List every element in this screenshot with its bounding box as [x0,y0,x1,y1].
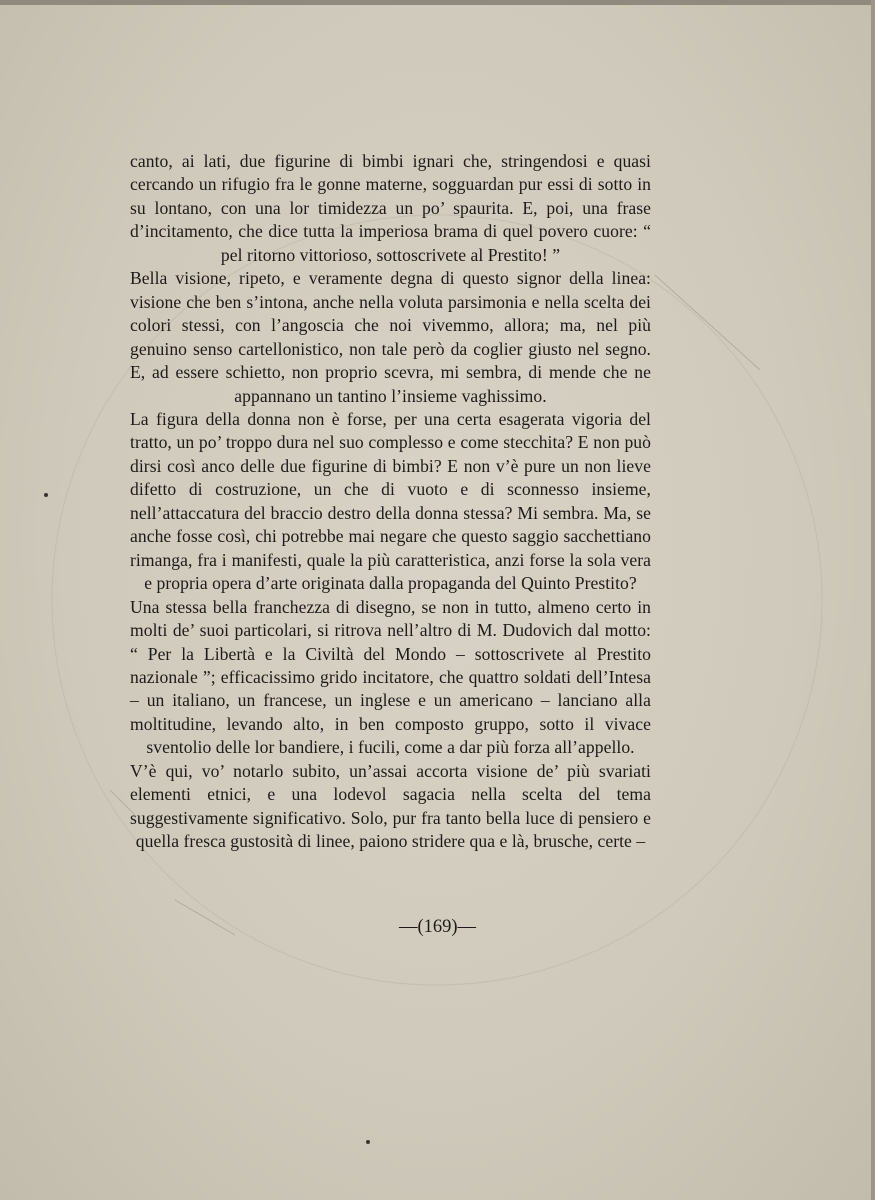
paper-speck [366,1140,370,1144]
body-text [130,150,651,854]
paragraph: Bella visione, ripeto, e veramente degna di questo signor della linea: visione che ben s’intona, anche nella voluta parsimonia e nella scelta dei colori stessi, con l’angoscia che noi vivemmo, allora; ma, nel più genuino senso cartellonistico, non tale però da coglier giusto nel segno. E, ad essere schietto, non proprio scevra, mi sembra, di mende che ne appannano un tantino l’insieme vaghissimo. [130,268,651,406]
page-number: —(169)— [398,917,477,937]
paragraph: canto, ai lati, due figurine di bimbi ignari che, stringendosi e quasi cercando un rifugio fra le gonne materne, sogguardan pur essi di sotto in su lontano, con una lor timidezza un po’ spaurita. E, poi, una frase d’incitamento, che dice tutta la imperiosa brama di quel povero cuore: “ pel ritorno vittorioso, sottoscrivete al Prestito! ” [130,151,651,265]
paper-speck [44,493,48,497]
paragraph: La figura della donna non è forse, per una certa esagerata vigoria del tratto, un po’ troppo dura nel suo complesso e come stecchita? E non può dirsi così anco delle due figurine di bimbi? E non v’è pure un non lieve difetto di costruzione, un che di vuoto e di sconnesso insieme, nell’attaccatura del braccio destro della donna stessa? Mi sembra. Ma, se anche fosse così, chi potrebbe mai negare che questo saggio sacchettiano rimanga, fra i manifesti, quale la più caratteristica, anzi forse la sola vera e propria opera d’arte originata dalla propaganda del Quinto Prestito? [130,408,651,594]
paragraph: Una stessa bella franchezza di disegno, se non in tutto, almeno certo in molti de’ suoi particolari, si ritrova nell’altro di M. Dudovich dal motto: “ Per la Libertà e la Civiltà del Mondo – sottoscrivete al Prestito nazionale ”; efficacissimo grido incitatore, che quattro soldati dell’Intesa – un italiano, un francese, un inglese e un americano – lanciano alla moltitudine, levando alto, in ben composto gruppo, sotto il vivace sventolio delle lor bandiere, i fucili, come a dar più forza all’appello. [130,596,651,758]
paragraph: V’è qui, vo’ notarlo subito, un’assai accorta visione de’ più svariati elementi etnici, e una lodevol sagacia nella scelta del tema suggestivamente significativo. Solo, pur fra tanto bella luce di pensiero e quella fresca gustosità di linee, paiono stridere qua e là, brusche, certe – [130,760,651,852]
